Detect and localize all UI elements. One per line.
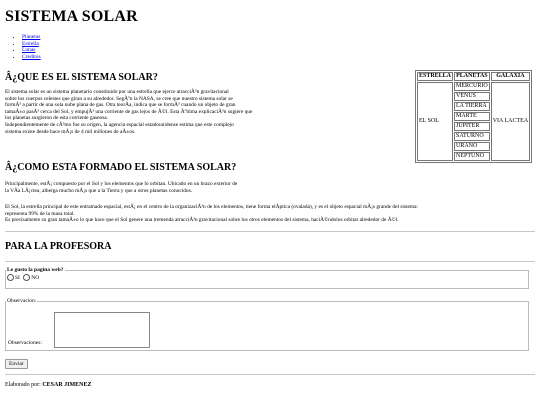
section1-line: Independientemente de cÃ³mo fue su origen, la agencia espacial estadounidense estima que este complejo: [5, 121, 234, 128]
section2-heading: Â¿COMO ESTA FORMADO EL SISTEMA SOLAR?: [5, 162, 237, 173]
table-cell-galaxy: VIA LACTEA: [491, 82, 531, 161]
table-header-planets: PLANETAS: [454, 72, 490, 81]
radio-yes-label: SI: [15, 274, 20, 281]
observation-label: Observaciones:: [8, 340, 42, 346]
rating-question: Le gusto la pagina web?: [7, 267, 64, 273]
section1-line: tamaÃ±o pasÃ³ cerca del Sol, y empujÃ³ una corriente de gas lejos de Ã©l. Esta Ãºltima explicaciÃ³n sugiere que: [5, 108, 253, 115]
nav-link-creditos[interactable]: Creditos: [22, 53, 41, 60]
nav-link-lunas[interactable]: Lunas: [22, 47, 36, 53]
section1-line: sobre los cuerpos celestes que giran a su alrededor. SegÃºn la NASA, se cree que nuestro sistema solar se: [5, 95, 233, 102]
observation-fieldset: [5, 298, 529, 351]
footer-author: CESAR JIMENEZ: [42, 382, 92, 388]
divider: [5, 374, 535, 375]
divider: [5, 231, 535, 232]
section2-line: la VÃa LÃ¡ctea, alberga mucho mÃ¡s que a la Tierra y que a otros planetas conocidos.: [5, 187, 193, 194]
observation-textarea[interactable]: [54, 312, 150, 348]
table-cell-planet: LA TIERRA: [454, 102, 490, 111]
nav-link-estrella[interactable]: Estrella: [22, 40, 39, 47]
divider: [5, 261, 535, 262]
footer: [5, 382, 92, 388]
nav-link-planetas[interactable]: Planetas: [22, 34, 41, 40]
section2-line: Es precisamente su gran tamaÃ±o lo que hace que el Sol genere una tremenda atracciÃ³n gravitacional sobre los otros elementos del sistema, haciÃ©ndolos orbitar alrededor de Ã©l.: [5, 217, 399, 224]
section1-line: El sistema solar es un sistema planetario constituido por una estrella que ejerce atracciÃ³n gravitacional: [5, 89, 229, 95]
section2-paragraph-2: [5, 204, 535, 224]
table-cell-planet: VENUS: [454, 92, 490, 101]
table-cell-planet: SATURNO: [454, 132, 490, 141]
table-header-row: [417, 72, 530, 81]
nav-item: [22, 54, 41, 61]
section1-line: formÃ³ a partir de una sola nube plana de gas. Otra teorÃa, indica que se formÃ³ cuando un objeto de gran: [5, 102, 236, 109]
table-cell-planet: NEPTUNO: [454, 152, 490, 161]
rating-options: [6, 273, 528, 281]
section1-paragraph: [5, 89, 415, 135]
submit-button[interactable]: Enviar: [5, 359, 28, 369]
solar-system-table: [415, 70, 532, 163]
table-cell-star: EL SOL: [417, 82, 453, 161]
section2-line: El Sol, la estrella principal de este entramado espacial, estÃ¡ en el centro de la organizaciÃ³n de los elementos, tiene forma elÃptica (ovalada), y es el objeto espacial mÃ¡s grande del sistema:: [5, 204, 418, 210]
rating-fieldset: [5, 267, 529, 289]
section2-paragraph-1: [5, 181, 425, 194]
radio-yes[interactable]: [7, 274, 14, 281]
rating-legend: [6, 267, 65, 273]
nav-list: [10, 34, 41, 60]
section3-heading: PARA LA PROFESORA: [5, 241, 112, 252]
page-title: SISTEMA SOLAR: [5, 8, 138, 25]
footer-prefix: Elaborado por:: [5, 382, 41, 388]
section2-line: Principalmente, estÃ¡ compuesto por el Sol y los elementos que lo orbitan. Ubicado en un brazo exterior de: [5, 181, 238, 187]
table-cell-planet: URANO: [454, 142, 490, 151]
table-row: [417, 82, 530, 91]
section1-line: sistema existe desde hace mÃ¡s de 4 mil millones de aÃ±os.: [5, 128, 136, 135]
radio-no-label: NO: [31, 274, 40, 281]
section2-line: representa 99% de la masa total.: [5, 210, 75, 217]
table-header-star: ESTRELLA: [419, 73, 452, 79]
table-cell-planet: MERCURIO: [456, 83, 488, 89]
table-cell-planet: MARTE: [454, 112, 490, 121]
table-header-galaxy: GALAXIA: [491, 72, 531, 81]
radio-no[interactable]: [23, 274, 30, 281]
section1-line: los planetas surgieron de esta corriente gaseosa.: [5, 115, 109, 122]
observation-legend: Observacion:: [7, 298, 37, 304]
table-cell-planet: JUPITER: [454, 122, 490, 131]
section1-heading: Â¿QUE ES EL SISTEMA SOLAR?: [5, 72, 158, 83]
